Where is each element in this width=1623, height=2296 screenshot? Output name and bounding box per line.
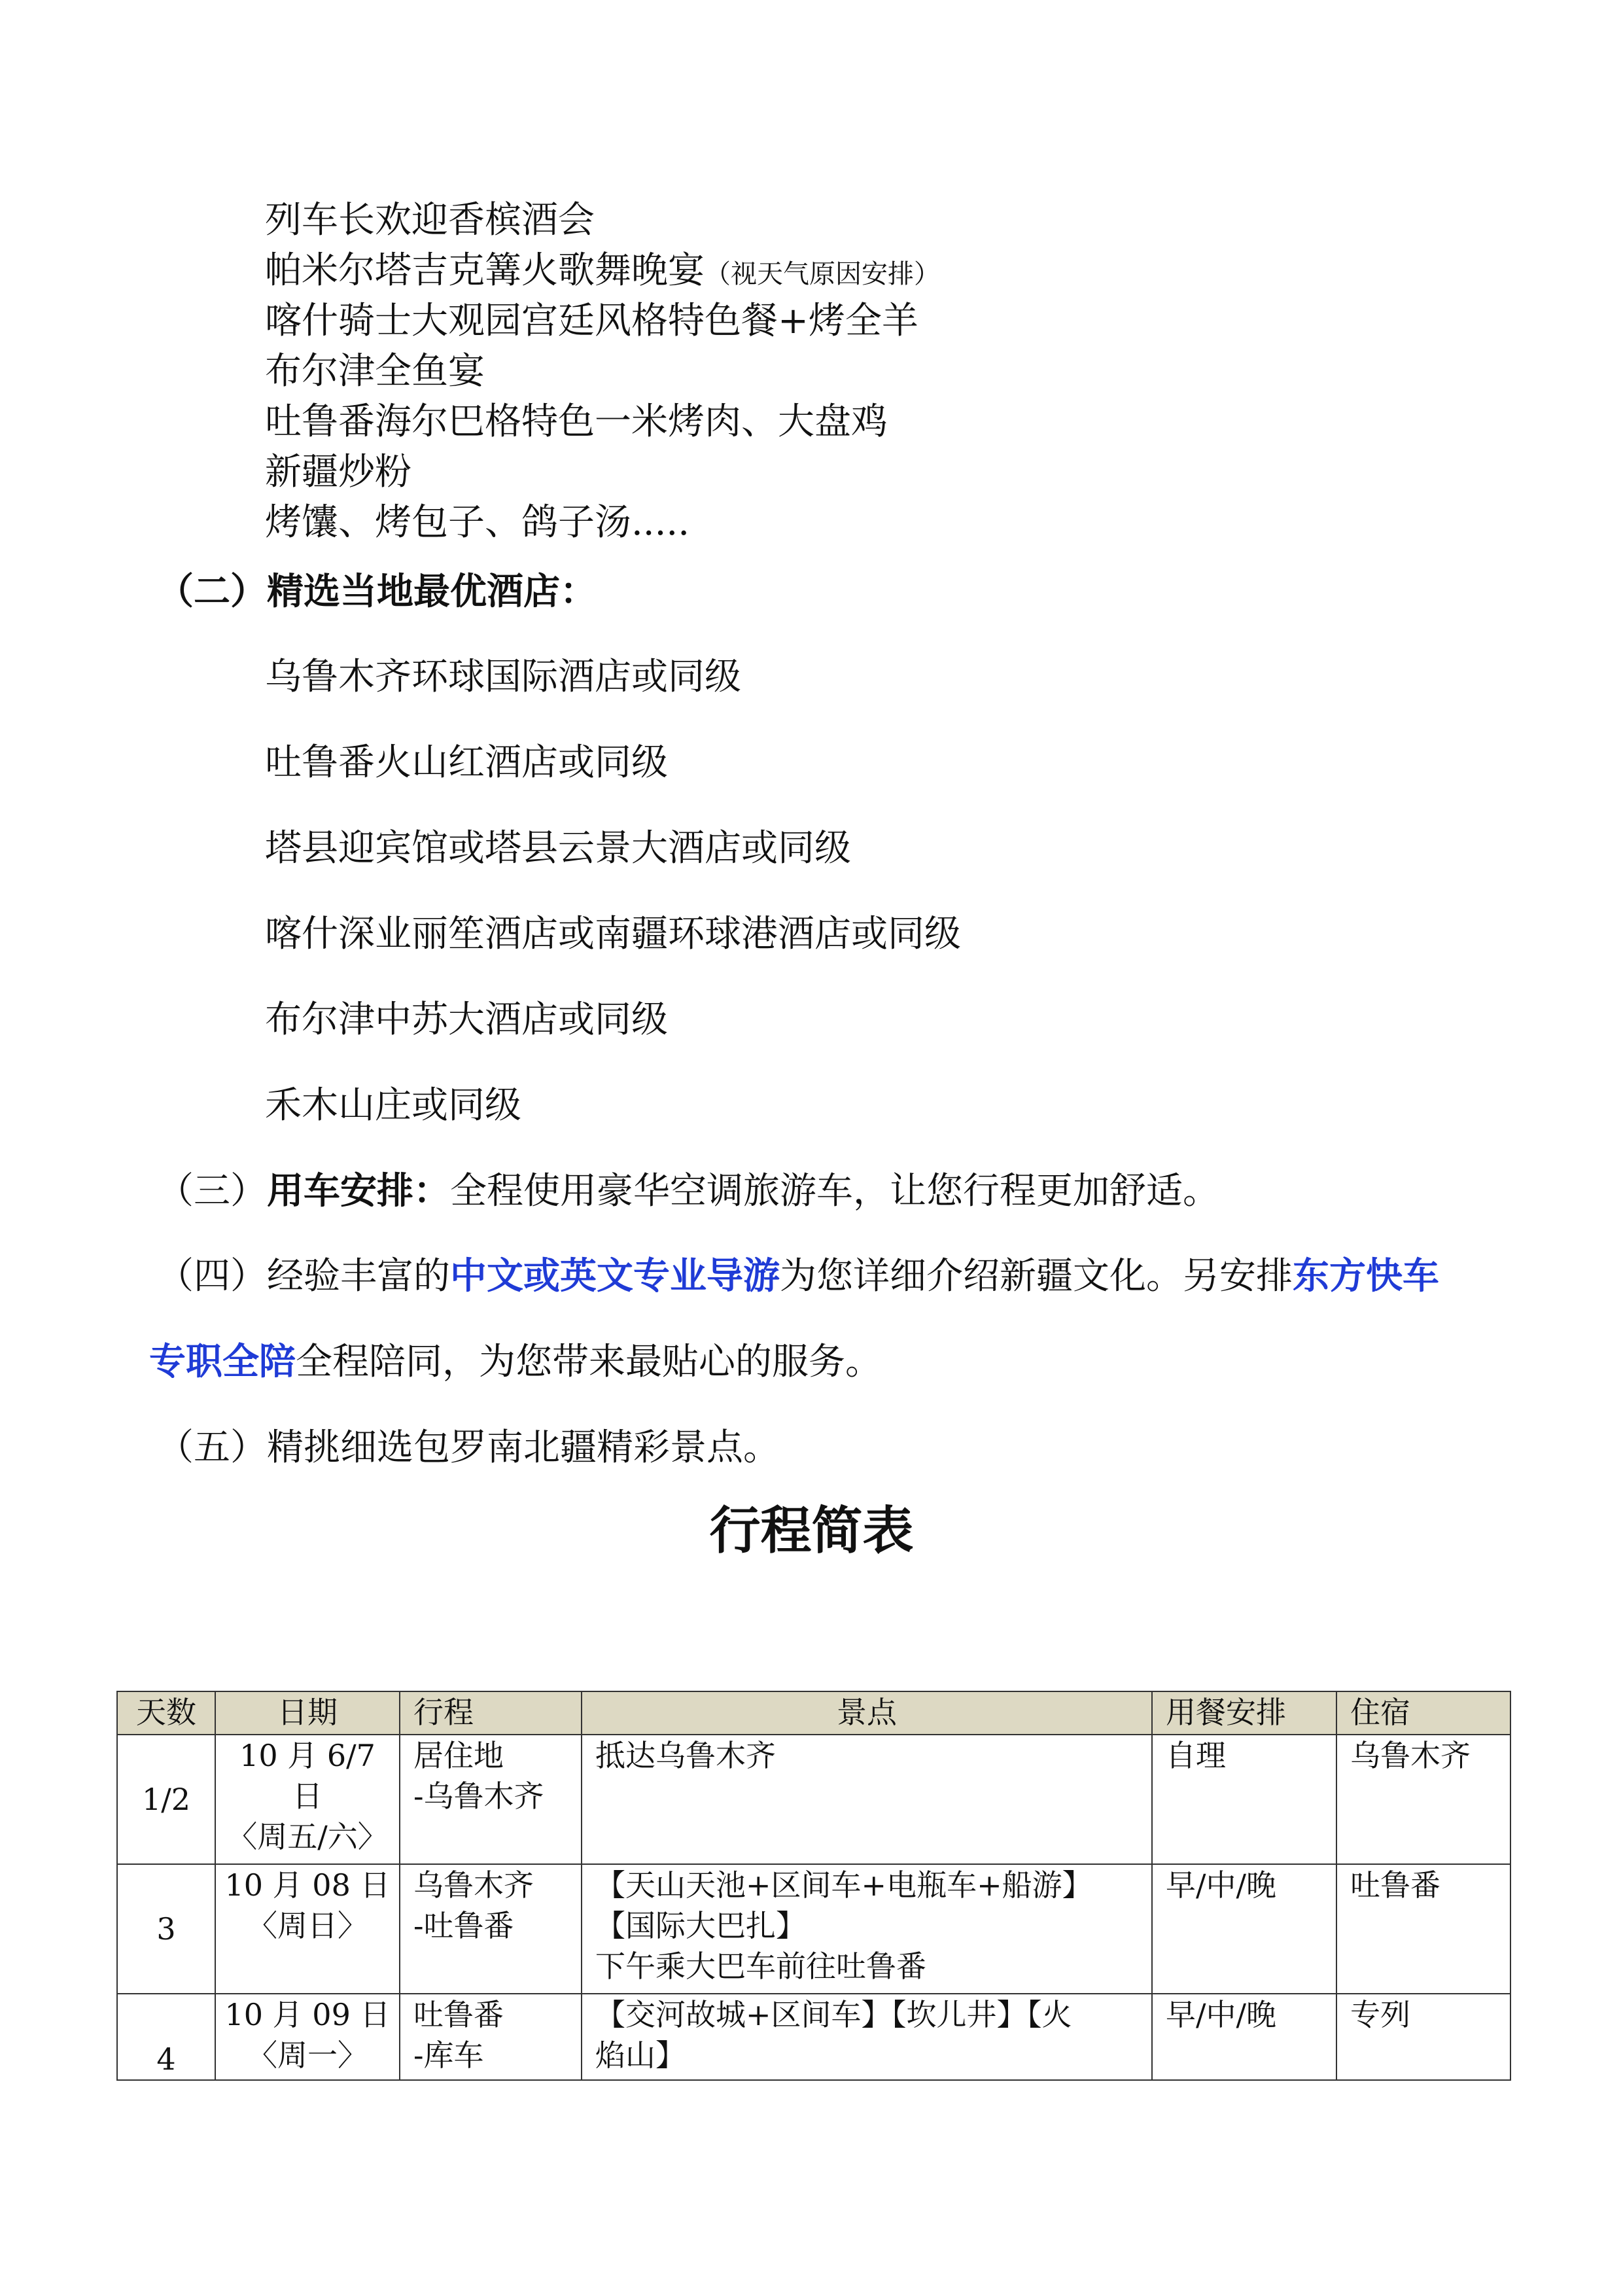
cell-meals: 早/中/晚 — [1152, 1994, 1336, 2080]
header-days: 天数 — [117, 1691, 215, 1735]
meal-item: 列车长欢迎香槟酒会 — [265, 199, 595, 241]
header-date: 日期 — [215, 1691, 400, 1735]
section-transport — [157, 1169, 1219, 1214]
section-number: （三） — [157, 1170, 267, 1212]
sight-line: 抵达乌鲁木齐 — [595, 1738, 776, 1773]
header-stay: 住宿 — [1336, 1691, 1510, 1735]
date-line: 〈周一〉 — [247, 2038, 368, 2073]
section-text: 经验丰富的 — [267, 1255, 450, 1298]
sight-line: 【交河故城+区间车】【坎儿井】【火 — [595, 1997, 1072, 2032]
table-row — [117, 1864, 1510, 1994]
route-line: -吐鲁番 — [413, 1908, 514, 1943]
hotel-item: 乌鲁木齐环球国际酒店或同级 — [265, 656, 741, 698]
table-header-row — [117, 1691, 1510, 1735]
cell-route — [400, 1994, 582, 2080]
date-line: 10 月 08 日 — [224, 1867, 391, 1903]
route-line: 乌鲁木齐 — [413, 1867, 534, 1903]
header-sights: 景点 — [582, 1691, 1152, 1735]
cell-sights — [582, 1994, 1152, 2080]
cell-date — [215, 1864, 400, 1994]
hotel-item: 吐鲁番火山红酒店或同级 — [265, 741, 668, 784]
section-guide-continued — [149, 1339, 882, 1385]
meal-item: 吐鲁番海尔巴格特色一米烤肉、大盘鸡 — [265, 400, 888, 443]
cell-meals: 早/中/晚 — [1152, 1864, 1336, 1994]
sight-line: 下午乘大巴车前往吐鲁番 — [595, 1949, 926, 1984]
section-guide — [157, 1254, 1439, 1299]
cell-days: 4 — [117, 1994, 215, 2080]
cell-meals: 自理 — [1152, 1735, 1336, 1864]
hotel-item: 塔县迎宾馆或塔县云景大酒店或同级 — [265, 827, 851, 870]
sight-line: 焰山】 — [595, 2038, 686, 2073]
section-label: 用车安排： — [267, 1170, 450, 1212]
route-line: 居住地 — [413, 1738, 504, 1773]
cell-sights — [582, 1864, 1152, 1994]
cell-stay: 乌鲁木齐 — [1336, 1735, 1510, 1864]
sight-line: 【国际大巴扎】 — [595, 1908, 806, 1943]
itinerary-title: 行程简表 — [709, 1502, 914, 1561]
section-text: 全程使用豪华空调旅游车，让您行程更加舒适。 — [450, 1170, 1219, 1212]
cell-route — [400, 1735, 582, 1864]
table-row — [117, 1735, 1510, 1864]
cell-sights — [582, 1735, 1152, 1864]
section-sights: （五）精挑细选包罗南北疆精彩景点。 — [157, 1426, 780, 1469]
itinerary-table — [116, 1691, 1511, 2081]
hotel-item: 布尔津中苏大酒店或同级 — [265, 998, 668, 1041]
hotel-item: 禾木山庄或同级 — [265, 1084, 521, 1127]
section-number: （四） — [157, 1255, 267, 1298]
date-line: 〈周五/六〉 — [227, 1819, 388, 1854]
highlight-escort: 专职全陪 — [149, 1341, 296, 1383]
section-text: 为您详细介绍新疆文化。另安排 — [780, 1255, 1293, 1298]
meal-item: 新疆炒粉 — [265, 451, 411, 493]
hotel-item: 喀什深业丽笙酒店或南疆环球港酒店或同级 — [265, 913, 961, 955]
section-hotels-heading: （二）精选当地最优酒店： — [157, 571, 597, 613]
highlight-guide: 中文或英文专业导游 — [450, 1255, 780, 1298]
date-line: 〈周日〉 — [247, 1908, 368, 1943]
meal-item: 喀什骑士大观园宫廷风格特色餐+烤全羊 — [265, 300, 918, 342]
section-text: 全程陪同，为您带来最贴心的服务。 — [296, 1341, 882, 1383]
cell-stay: 吐鲁番 — [1336, 1864, 1510, 1994]
route-line: 吐鲁番 — [413, 1997, 504, 2032]
cell-date — [215, 1735, 400, 1864]
meal-note: （视天气原因安排） — [705, 259, 940, 289]
meal-item: 帕米尔塔吉克篝火歌舞晚宴（视天气原因安排） — [265, 249, 940, 292]
route-line: -乌鲁木齐 — [413, 1778, 544, 1814]
header-route: 行程 — [400, 1691, 582, 1735]
date-line: 10 月 09 日 — [224, 1997, 391, 2032]
cell-days: 3 — [117, 1864, 215, 1994]
header-meals: 用餐安排 — [1152, 1691, 1336, 1735]
meal-item: 烤馕、烤包子、鸽子汤..... — [265, 501, 690, 544]
table-row — [117, 1994, 1510, 2080]
sight-line: 【天山天池+区间车+电瓶车+船游】 — [595, 1867, 1092, 1903]
route-line: -库车 — [413, 2038, 484, 2073]
date-line: 日 — [292, 1778, 323, 1814]
cell-days: 1/2 — [117, 1735, 215, 1864]
highlight-orient-express: 东方快车 — [1293, 1255, 1439, 1298]
date-line: 10 月 6/7 — [239, 1738, 375, 1773]
cell-date — [215, 1994, 400, 2080]
cell-stay: 专列 — [1336, 1994, 1510, 2080]
meal-item: 布尔津全鱼宴 — [265, 350, 485, 393]
cell-route — [400, 1864, 582, 1994]
